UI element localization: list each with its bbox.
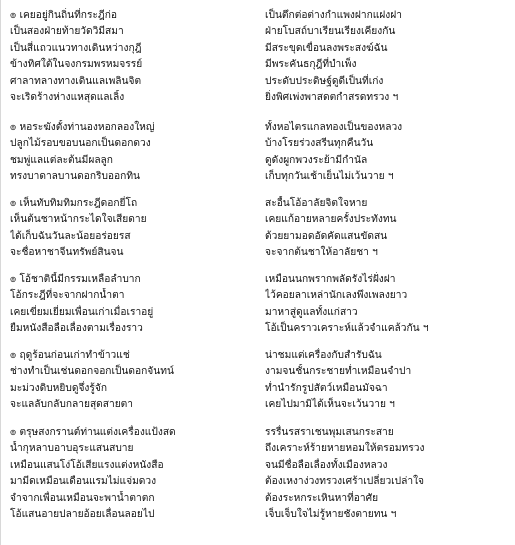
verse-line-left: ปลูกไม้รอบขอบนอกเป็นดอกดวง <box>10 138 151 150</box>
page-edge-left <box>0 0 1 545</box>
verse-line-left: ๏ เคยอยู่กินถิ่นที่กระฎีก่อ <box>10 10 118 21</box>
verse-line-right: งามจนชั้นกระชายท่ำเหมือนจำปา <box>265 366 412 378</box>
verse-line-right: ทั้งหอไตรแกลทองเป็นของหลวง <box>265 122 403 133</box>
verse-line-right: ฝ่ายโบสถ์บาเรียนเรียงเคียงกัน <box>265 26 396 38</box>
verse-line-right: เจ็บเจ็บใจไม่รู้หายชังตายทน ฯ <box>265 509 397 520</box>
verse-line-left: โอ้กระฎีที่จะจากฝากน้ำตา <box>10 290 125 302</box>
verse-line-left: ทรงบาดาลบานดอกริบออกทิน <box>10 171 141 183</box>
verse-line-right: จนมีชื่อลือเลื่องทั้งเมืองหลวง <box>265 459 388 471</box>
verse-line-left: เหมือนแสนโง่โอ้เสียแรงแต่งหนังสือ <box>10 459 164 471</box>
verse-line-left: จะชื่อหาชาจีนทรัพย์สินจน <box>10 247 124 259</box>
verse-line-left: ๏ โอ้ชาตินี้มีกรรมเหลือลำบาก <box>10 274 141 285</box>
verse-line-right: เคยแก้อายหลายครั้งประทังทน <box>265 214 397 226</box>
verse-line-left: เห็นต้นชาหน้ากระไดใจเสียดาย <box>10 214 147 226</box>
verse-line-right: ด้วยยามอดอัดคัดแสนขัดสน <box>265 230 388 242</box>
verse-line-right: เหมือนนกพรากพลัดรังไร่ฝั่งฝา <box>265 274 396 285</box>
verse-line-right: ไว้คอยลาเหล่านักเลงพึงเพลงยาว <box>265 290 408 302</box>
verse-line-right: บ้างโรยร่วงสรีนทุกคืนวัน <box>265 138 374 150</box>
verse-line-left: ๏ ฤดูร้อนก่อนเก่าทำข้าวแช่ <box>10 350 130 361</box>
verse-line-left: ชมพู่แลแต่ละต้นมีผลลูก <box>10 154 113 166</box>
verse-line-left: มามีดเหมือนเดือนแรมไม่แจ่มดวง <box>10 476 157 488</box>
verse-line-right: ดูดังผูกพวงระย้ามีกำนัล <box>265 154 368 166</box>
verse-line-left: ศาลาทลางทางเดินแลเพลินจิต <box>10 75 142 87</box>
verse-line-left: ยืมหนังสือลือเลื่องตามเรื่องราว <box>10 323 143 335</box>
verse-line-right: เคยไปมามิได้เห็นจะเว้นวาย ฯ <box>265 399 395 411</box>
verse-line-left: จะแลลับกลับกลายสุดสายตา <box>10 399 134 411</box>
verse-line-right: ยิ่งพิศเพ่งพาสดตกำสรดทรวง ฯ <box>265 92 399 103</box>
verse-line-right: มาหาสู่ดูแลทั้งแก่สาว <box>265 306 358 318</box>
verse-line-left: ช่างทำเป็นเช่นดอกจอกเป็นดอกจันทน์ <box>10 366 174 378</box>
verse-line-right: เป็นตึกต่อต่างกำแพงฝากแฝงฝา <box>265 10 402 21</box>
verse-line-right: โอ้เป็นคราวเคราะห์แล้วจำแคล้วกัน ฯ <box>265 323 429 335</box>
verse-line-right: น่าชมแต่เครื่องกับสำรับฉัน <box>265 350 382 361</box>
verse-line-right: เก็บทุกวันเช้าเย็นไม่เว้นวาย ฯ <box>265 171 394 183</box>
verse-line-right: สะอื้นโอ้อาลัยจิตใจหาย <box>265 198 368 209</box>
verse-line-right: ท่ำนำรักรูปสัตว์เหมือนมัจฉา <box>265 382 388 394</box>
verse-line-left: ได้เก็บฉันวันละน้อยอร่อยรส <box>10 230 131 242</box>
verse-line-right: จะจากต้นชาให้อาลัยชา ฯ <box>265 247 378 259</box>
verse-line-right: ต้องระหกระเหินหาที่อาศัย <box>265 492 379 504</box>
verse-line-right: ประดับประดิษฐ์ดูดีเป็นที่เก่ง <box>265 75 384 87</box>
verse-line-left: เป็นสี่แถวแนวทางเดินหว่างกุฎี <box>10 42 142 54</box>
verse-line-left: ๏ ตรุษสงกรานต์ท่านแต่งเครื่องแป้งสด <box>10 427 176 438</box>
verse-line-left: ๏ หอระฆังตั้งท่านองหอกลองใหญ่ <box>10 122 155 133</box>
verse-line-left: มะม่วงดิบหยิบดูจึ่งรู้จัก <box>10 382 108 394</box>
verse-line-right: มีพระคันธกุฎีที่บำเพ็ง <box>265 59 357 71</box>
verse-line-right: ต้องเหงาง่วงทรวงเศร้าเปลี่ยวเปล่าใจ <box>265 476 425 488</box>
verse-line-left: จำจากเพื่อนเหมือนจะพาน้ำตาตก <box>10 492 155 504</box>
verse-line-left: ๏ เห็นทับทิมทิมกระฎีดอกยี่โถ <box>10 198 138 209</box>
verse-line-left: เคยเขี่ยมเยี่ยมเพื่อนเก่าเมื่อเราอยู่ <box>10 306 154 318</box>
verse-line-left: ข้างทิศใต้ในจงกรมพรหมจรรย์ <box>10 59 143 71</box>
verse-line-right: มีสระขุดเขื่อนลงพระสงฆ์ฉัน <box>265 42 388 54</box>
verse-line-left: โอ้แสนอายปลายอ้อยเลื่อนลอยไป <box>10 509 155 520</box>
verse-line-right: รรรื่นรสราเชนพุมเสนกระสาย <box>265 427 394 438</box>
verse-line-left: น้ำกุหลาบอาบอุระแสนสบาย <box>10 443 134 455</box>
verse-line-right: ถึงเคราะห์ร้ายหายหอมให้ตรอมทรวง <box>265 443 425 455</box>
verse-line-left: เป็นสองฝ่ายท้ายวัดวิมีสมา <box>10 26 124 38</box>
verse-line-left: จะเริดร้างห่างแหสุดแลเลิ้ง <box>10 92 125 103</box>
